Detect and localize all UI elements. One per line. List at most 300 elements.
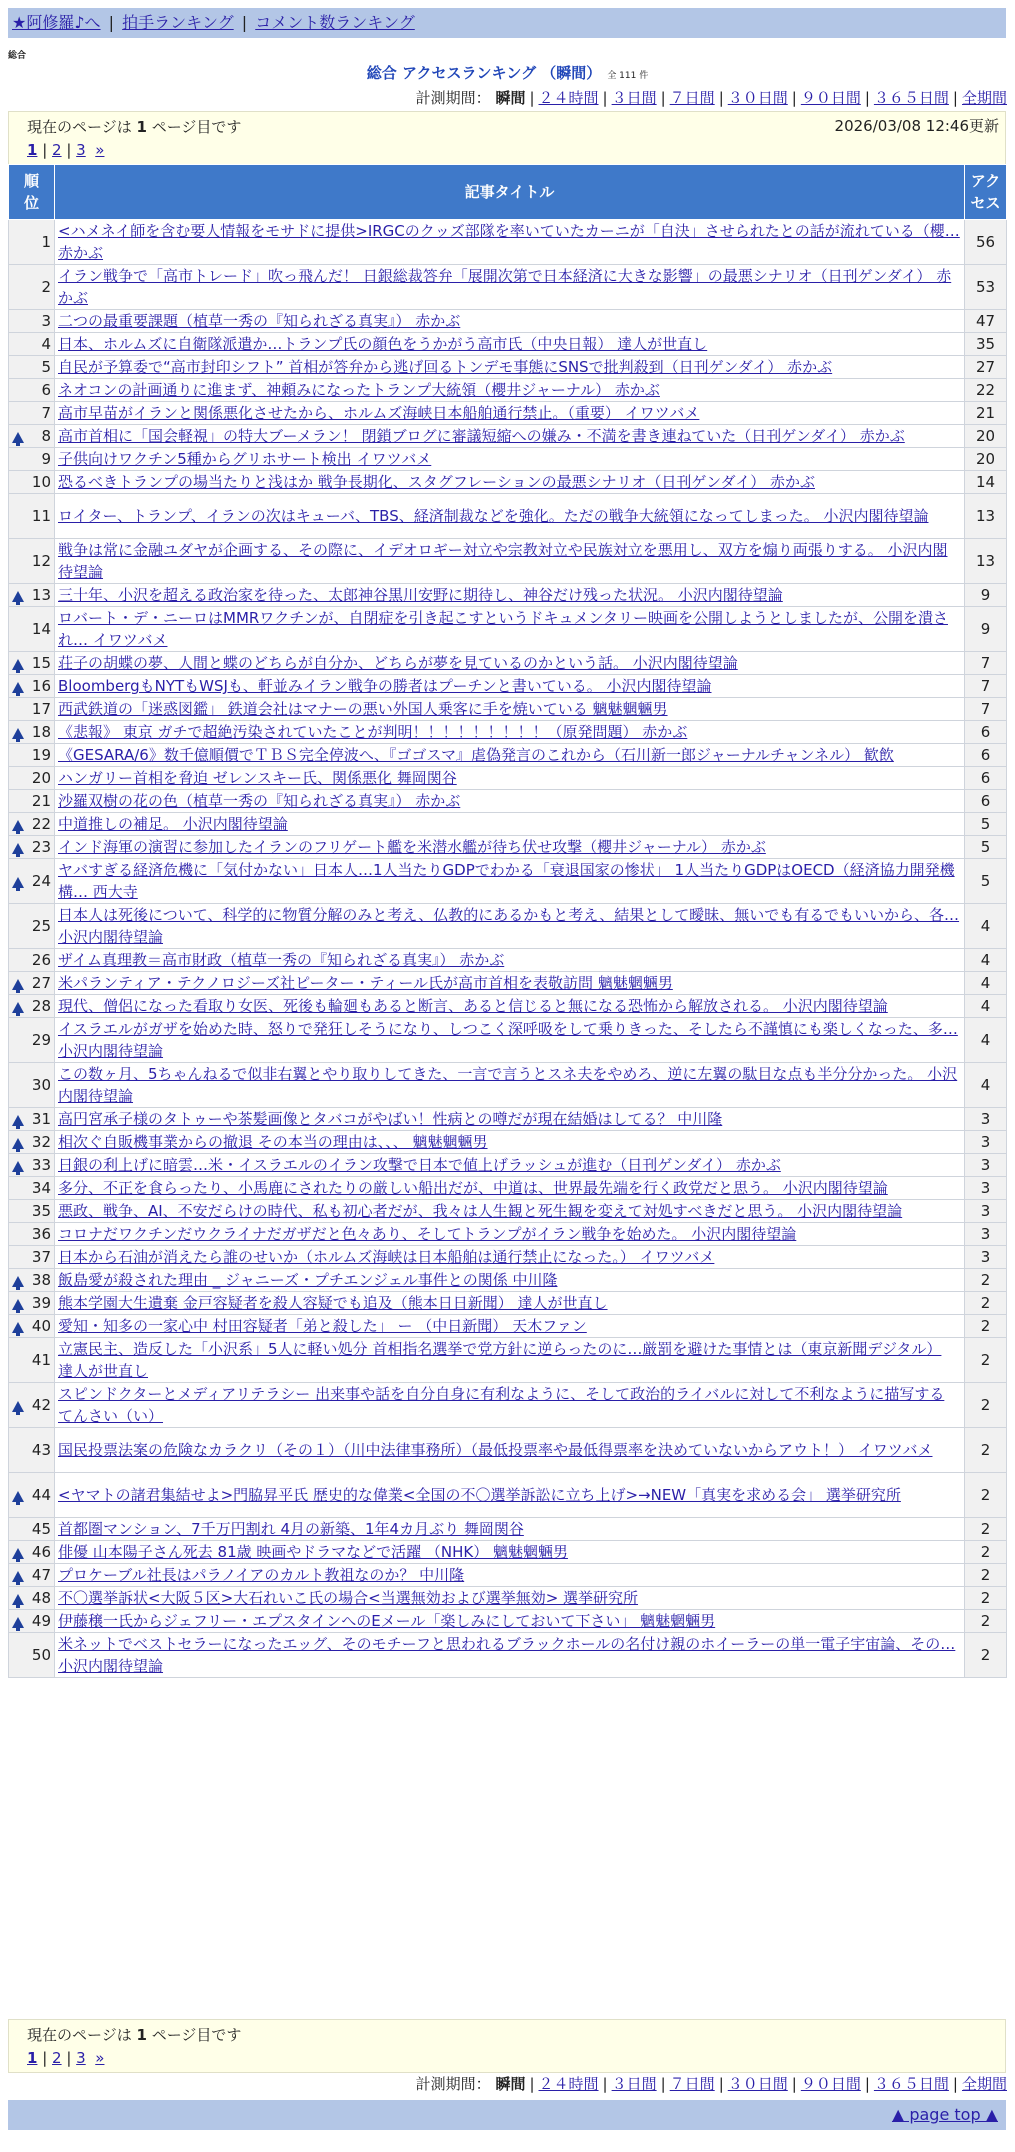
access-count: 5: [965, 859, 1007, 904]
period-current: 瞬間: [495, 2075, 526, 2093]
rank-cell: [9, 1338, 55, 1383]
period-link-30d[interactable]: ３０日間: [727, 89, 788, 107]
title-cell: [55, 1541, 965, 1564]
rank-up-arrow-icon: [12, 1571, 24, 1582]
table-row: [9, 790, 1007, 813]
rank-cell: [9, 904, 55, 949]
rank-up-arrow-icon: [12, 1161, 24, 1172]
rank-number: 11: [31, 507, 51, 525]
table-row: [9, 356, 1007, 379]
rank-cell: [9, 995, 55, 1018]
article-title-link[interactable]: 米ネットでベストセラーになったエッグ、そのモチーフと思われるブラックホールの名付け親のホイーラーの単一電子宇宙論、その… 小沢内閣待望論: [58, 1635, 956, 1675]
title-cell: [55, 333, 965, 356]
article-title-link[interactable]: コロナだワクチンだウクライナだガザだと色々あり、そしてトランプがイラン戦争を始めた。 小沢内閣待望論: [58, 1225, 797, 1243]
access-count: 3: [965, 1154, 1007, 1177]
table-row: [9, 904, 1007, 949]
article-title-link[interactable]: 悪政、戦争、AI、不安だらけの時代、私も初心者だが、我々は人生観と死生観を変えて対処すべきだと思う。 小沢内閣待望論: [58, 1202, 903, 1220]
next-page-link[interactable]: »: [95, 2049, 105, 2067]
rank-number: 24: [31, 872, 51, 890]
title-cell: [55, 448, 965, 471]
title-cell: [55, 1587, 965, 1610]
page-link-1[interactable]: 1: [27, 2049, 38, 2067]
rank-up-arrow-icon: [12, 1322, 24, 1333]
rank-number: 37: [31, 1248, 51, 1266]
pagination-bottom: 1 | 2 | 3 »: [27, 2049, 105, 2067]
rank-up-arrow-icon: [12, 659, 24, 670]
table-row: [9, 1292, 1007, 1315]
article-title-link[interactable]: インド海軍の演習に参加したイランのフリゲート艦を米潜水艦が待ち伏せ攻撃（櫻井ジャーナル） 赤かぶ: [58, 838, 766, 856]
access-count: 4: [965, 904, 1007, 949]
article-title-link[interactable]: 荘子の胡蝶の夢、人間と蝶のどちらが自分か、どちらが夢を見ているのかという話。 小沢内閣待望論: [58, 654, 738, 672]
article-title-link[interactable]: 国民投票法案の危険なカラクリ（その１）（川中法律事務所）（最低投票率や最低得票率を決めていないからアウト！） イワツバメ: [58, 1441, 933, 1459]
rank-up-arrow-icon: [12, 1138, 24, 1149]
title-cell: [55, 790, 965, 813]
title-cell: [55, 425, 965, 448]
genre-label: 総合: [8, 51, 27, 61]
article-title-link[interactable]: 相次ぐ自販機事業からの撤退 その本当の理由は、、、 魑魅魍魎男: [58, 1133, 488, 1151]
rank-cell: [9, 607, 55, 652]
article-title-link[interactable]: 中道推しの補足。 小沢内閣待望論: [58, 815, 288, 833]
rank-cell: [9, 1315, 55, 1338]
table-row: [9, 494, 1007, 539]
rank-number: 46: [31, 1543, 51, 1561]
table-row: [9, 1223, 1007, 1246]
rank-up-arrow-icon: [12, 591, 24, 602]
article-title-link[interactable]: <ヤマトの諸君集結せよ>門脇昇平氏 歴史的な偉業<全国の不〇選挙訴訟に立ち上げ>→NEW「真実を求める会」 選挙研究所: [58, 1486, 901, 1504]
access-count: 5: [965, 836, 1007, 859]
title-cell: [55, 675, 965, 698]
table-row: [9, 1633, 1007, 1678]
access-count: 2: [965, 1610, 1007, 1633]
rank-number: 42: [31, 1396, 51, 1414]
rank-number: 15: [31, 654, 51, 672]
period-current: 瞬間: [495, 89, 526, 107]
table-row: [9, 1131, 1007, 1154]
rank-number: 6: [41, 381, 51, 399]
table-row: [9, 584, 1007, 607]
rank-number: 10: [31, 473, 51, 491]
table-row: [9, 1154, 1007, 1177]
rank-cell: [9, 1292, 55, 1315]
table-row: [9, 1587, 1007, 1610]
table-header-row: [9, 165, 1007, 220]
access-count: 9: [965, 607, 1007, 652]
rank-up-arrow-icon: [12, 820, 24, 831]
rank-cell: [9, 1200, 55, 1223]
access-count: 2: [965, 1633, 1007, 1678]
article-title-link[interactable]: 愛知・知多の一家心中 村田容疑者「弟と殺した」 ー （中日新聞） 天木ファン: [58, 1317, 587, 1335]
title-cell: [55, 1018, 965, 1063]
article-title-link[interactable]: 日本から石油が消えたら誰のせいか（ホルムズ海峡は日本船舶は通行禁止になった。） イワツバメ: [58, 1248, 715, 1266]
article-title-link[interactable]: 沙羅双樹の花の色（植草一秀の『知られざる真実』） 赤かぶ: [58, 792, 461, 810]
page-info-current: 1: [136, 2026, 147, 2044]
top-nav-bar: [8, 8, 1006, 38]
rank-up-arrow-icon: [12, 979, 24, 990]
access-count: 22: [965, 379, 1007, 402]
access-count: 56: [965, 220, 1007, 265]
title-cell: [55, 1518, 965, 1541]
next-page-link[interactable]: »: [95, 141, 105, 159]
title-cell: [55, 1610, 965, 1633]
rank-number: 2: [41, 278, 51, 296]
period-link-7d[interactable]: ７日間: [669, 2075, 715, 2093]
article-title-link[interactable]: プロケーブル社長はパラノイアのカルト教祖なのか？ 中川隆: [58, 1566, 465, 1584]
page-link-3[interactable]: 3: [76, 141, 86, 159]
article-title-link[interactable]: 《GESARA/6》数千億順價でＴＢＳ完全停波へ、『ゴゴスマ』虐偽発言のこれから（石川新一郎ジャーナルチャンネル） 歓飲: [58, 746, 894, 764]
article-title-link[interactable]: ヤバすぎる経済危機に「気付かない」日本人…1人当たりGDPでわかる「衰退国家の惨状」 1人当たりGDPはOECD（経済協力開発機構… 西大寺: [58, 861, 955, 901]
rank-number: 32: [31, 1133, 51, 1151]
title-cell: [55, 859, 965, 904]
access-count: 9: [965, 584, 1007, 607]
rank-number: 33: [31, 1156, 51, 1174]
rank-cell: [9, 1154, 55, 1177]
rank-cell: [9, 1269, 55, 1292]
rank-cell: [9, 1633, 55, 1678]
table-row: [9, 1246, 1007, 1269]
rank-number: 29: [31, 1031, 51, 1049]
page-info-bottom: [8, 2019, 1006, 2073]
article-title-link[interactable]: 戦争は常に金融ユダヤが企画する、その際に、イデオロギー対立や宗教対立や民族対立を悪用し、双方を煽り両張りする。 小沢内閣待望論: [58, 541, 948, 581]
article-title-link[interactable]: 二つの最重要課題（植草一秀の『知られざる真実』） 赤かぶ: [58, 312, 461, 330]
rank-up-arrow-icon: [12, 1548, 24, 1559]
rank-number: 40: [31, 1317, 51, 1335]
rank-up-arrow-icon: [12, 877, 24, 888]
rank-cell: [9, 721, 55, 744]
article-title-link[interactable]: 俳優 山本陽子さん死去 81歳 映画やドラマなどで活躍 （NHK） 魑魅魍魎男: [58, 1543, 568, 1561]
article-title-link[interactable]: 高市首相に「国会軽視」の特大ブーメラン！ 閉鎖ブログに審議短縮への嫌み・不満を書き連ねていた（日刊ゲンダイ） 赤かぶ: [58, 427, 905, 445]
title-cell: [55, 265, 965, 310]
article-title-link[interactable]: 立憲民主、造反した「小沢系」5人に軽い処分 首相指名選挙で党方針に逆らったのに…厳罰を避けた事情とは（東京新聞デジタル） 達人が世直し: [58, 1340, 942, 1380]
rank-number: 48: [31, 1589, 51, 1607]
rank-cell: [9, 1177, 55, 1200]
table-row: [9, 539, 1007, 584]
table-row: [9, 698, 1007, 721]
rank-cell: [9, 1383, 55, 1428]
access-count: 6: [965, 744, 1007, 767]
article-title-link[interactable]: 恐るべきトランプの場当たりと浅はか 戦争長期化、スタグフレーションの最悪シナリオ（日刊ゲンダイ） 赤かぶ: [58, 473, 815, 491]
table-row: [9, 1177, 1007, 1200]
rank-up-arrow-icon: [12, 728, 24, 739]
access-count: 20: [965, 425, 1007, 448]
rank-cell: [9, 652, 55, 675]
rank-number: 12: [31, 552, 51, 570]
access-count: 7: [965, 698, 1007, 721]
access-count: 4: [965, 1018, 1007, 1063]
rank-up-arrow-icon: [12, 1491, 24, 1502]
article-title-link[interactable]: 三十年、小沢を超える政治家を待った、太郎神谷黒川安野に期待し、神谷だけ残った状況。 小沢内閣待望論: [58, 586, 783, 604]
article-title-link[interactable]: 首都圏マンション、7千万円割れ 4月の新築、1年4カ月ぶり 舞岡関谷: [58, 1520, 524, 1538]
access-count: 53: [965, 265, 1007, 310]
table-row: [9, 1269, 1007, 1292]
page-top-link[interactable]: ▲ page top ▲: [891, 2105, 998, 2124]
rank-cell: [9, 790, 55, 813]
header-title: 記事タイトル: [55, 165, 965, 220]
table-row: [9, 1473, 1007, 1518]
article-title-link[interactable]: 現代、僧侶になった看取り女医、死後も輪廻もあると断言、あると信じると無になる恐怖から解放される。 小沢内閣待望論: [58, 997, 888, 1015]
updated-timestamp: 2026/03/08 12:46更新: [834, 117, 999, 135]
applause-ranking-link[interactable]: 拍手ランキング: [122, 13, 234, 32]
rank-cell: [9, 448, 55, 471]
article-title-link[interactable]: 子供向けワクチン5種からグリホサート検出 イワツバメ: [58, 450, 432, 468]
article-title-link[interactable]: 西武鉄道の「迷惑図鑑」 鉄道会社はマナーの悪い外国人乗客に手を焼いている 魑魅魍魎男: [58, 700, 668, 718]
article-title-link[interactable]: ネオコンの計画通りに進まず、神頼みになったトランプ大統領（櫻井ジャーナル） 赤かぶ: [58, 381, 660, 399]
rank-number: 23: [31, 838, 51, 856]
table-row: [9, 1518, 1007, 1541]
access-count: 2: [965, 1541, 1007, 1564]
rank-number: 26: [31, 951, 51, 969]
access-count: 6: [965, 721, 1007, 744]
access-count: 7: [965, 652, 1007, 675]
period-link-365d[interactable]: ３６５日間: [873, 2075, 949, 2093]
article-title-link[interactable]: 飯島愛が殺された理由 _ ジャニーズ・プチエンジェル事件との関係 中川隆: [58, 1271, 558, 1289]
pagination-top: 1 | 2 | 3 »: [27, 141, 105, 159]
article-title-link[interactable]: ロバート・デ・ニーロはMMRワクチンが、自閉症を引き起こすというドキュメンタリー映画を公開しようとしましたが、公開を潰され… イワツバメ: [58, 609, 948, 649]
title-cell: [55, 1315, 965, 1338]
table-row: [9, 813, 1007, 836]
title-cell: [55, 904, 965, 949]
comment-ranking-link[interactable]: コメント数ランキング: [255, 13, 415, 32]
rank-up-arrow-icon: [12, 1115, 24, 1126]
period-link-24h[interactable]: ２４時間: [538, 2075, 599, 2093]
table-row: [9, 972, 1007, 995]
article-title-link[interactable]: 米パランティア・テクノロジーズ社ピーター・ティール氏が高市首相を表敬訪問 魑魅魍魎男: [58, 974, 673, 992]
title-cell: [55, 1108, 965, 1131]
page-info-current: 1: [136, 118, 147, 136]
article-title-link[interactable]: 多分、不正を食らったり、小馬鹿にされたりの厳しい船出だが、中道は、世界最先端を行く政党だと思う。 小沢内閣待望論: [58, 1179, 888, 1197]
access-count: 14: [965, 471, 1007, 494]
rank-number: 16: [31, 677, 51, 695]
rank-number: 7: [41, 404, 51, 422]
access-count: 2: [965, 1473, 1007, 1518]
title-cell: [55, 698, 965, 721]
table-row: [9, 607, 1007, 652]
period-label: 計測期間：: [415, 2075, 491, 2093]
ranking-title: 総合 アクセスランキング （瞬間）: [366, 64, 602, 82]
nav-separator: |: [241, 13, 248, 32]
rank-cell: [9, 1223, 55, 1246]
title-cell: [55, 652, 965, 675]
table-row: [9, 265, 1007, 310]
table-row: [9, 310, 1007, 333]
access-count: 2: [965, 1428, 1007, 1473]
title-cell: [55, 539, 965, 584]
rank-number: 3: [41, 312, 51, 330]
article-title-link[interactable]: イスラエルがガザを始めた時、怒りで発狂しそうになり、しつこく深呼吸をして乗りきった、そしたら不謹慎にも楽しくなった、多… 小沢内閣待望論: [58, 1020, 958, 1060]
article-title-link[interactable]: 《悲報》 東京 ガチで超絶汚染されていたことが判明！！！！！！！！！（原発問題） 赤かぶ: [58, 723, 688, 741]
article-title-link[interactable]: 伊藤穣一氏からジェフリー・エプスタインへのEメール「楽しみにしておいて下さい」 魑魅魍魎男: [58, 1612, 716, 1630]
rank-number: 17: [31, 700, 51, 718]
title-cell: [55, 1269, 965, 1292]
period-link-30d[interactable]: ３０日間: [727, 2075, 788, 2093]
rank-number: 50: [31, 1646, 51, 1664]
title-cell: [55, 721, 965, 744]
period-link-365d[interactable]: ３６５日間: [873, 89, 949, 107]
article-title-link[interactable]: 日本人は死後について、科学的に物質分解のみと考え、仏教的にあるかもと考え、結果として曖昧、無いでも有るでもいいから、各… 小沢内閣待望論: [58, 906, 960, 946]
access-count: 2: [965, 1315, 1007, 1338]
table-row: [9, 859, 1007, 904]
rank-cell: [9, 949, 55, 972]
title-cell: [55, 1292, 965, 1315]
rank-cell: [9, 494, 55, 539]
rank-number: 19: [31, 746, 51, 764]
page-link-1[interactable]: 1: [27, 141, 38, 159]
article-title-link[interactable]: この数ヶ月、5ちゃんねるで似非右翼とやり取りしてきた、一言で言うとスネ夫をやめろ、逆に左翼の駄目な点も半分分かった。 小沢内閣待望論: [58, 1065, 958, 1105]
table-row: [9, 220, 1007, 265]
rank-number: 28: [31, 997, 51, 1015]
footer-bar: [8, 2100, 1006, 2130]
access-count: 4: [965, 949, 1007, 972]
rank-cell: [9, 767, 55, 790]
rank-cell: [9, 584, 55, 607]
table-row: [9, 1200, 1007, 1223]
table-row: [9, 379, 1007, 402]
period-selector-top: 計測期間： 瞬間 | ２４時間 | ３日間 | ７日間 | ３０日間 | ９０日間 | ３６５日間 | 全期間: [415, 89, 1007, 107]
table-row: [9, 767, 1007, 790]
title-cell: [55, 584, 965, 607]
rank-up-arrow-icon: [12, 1617, 24, 1628]
title-cell: [55, 1473, 965, 1518]
access-count: 2: [965, 1269, 1007, 1292]
table-row: [9, 675, 1007, 698]
page-link-3[interactable]: 3: [76, 2049, 86, 2067]
access-count: 21: [965, 402, 1007, 425]
rank-number: 22: [31, 815, 51, 833]
rank-number: 30: [31, 1076, 51, 1094]
rank-cell: [9, 425, 55, 448]
rank-number: 27: [31, 974, 51, 992]
rank-cell: [9, 310, 55, 333]
rank-cell: [9, 813, 55, 836]
article-title-link[interactable]: 高市早苗がイランと関係悪化させたから、ホルムズ海峡日本船舶通行禁止。（重要） イワツバメ: [58, 404, 700, 422]
period-link-3d[interactable]: ３日間: [611, 2075, 657, 2093]
period-link-7d[interactable]: ７日間: [669, 89, 715, 107]
rank-cell: [9, 356, 55, 379]
period-link-90d[interactable]: ９０日間: [800, 2075, 861, 2093]
access-count: 13: [965, 494, 1007, 539]
rank-cell: [9, 1518, 55, 1541]
table-row: [9, 1018, 1007, 1063]
article-title-link[interactable]: 不〇選挙訴状<大阪５区>大石れいこ氏の場合<当選無効および選挙無効> 選挙研究所: [58, 1589, 639, 1607]
title-cell: [55, 1338, 965, 1383]
rank-number: 8: [41, 427, 51, 445]
ranking-table: [8, 164, 1007, 1678]
rank-number: 39: [31, 1294, 51, 1312]
access-count: 6: [965, 790, 1007, 813]
table-row: [9, 836, 1007, 859]
rank-number: 34: [31, 1179, 51, 1197]
access-count: 13: [965, 539, 1007, 584]
table-row: [9, 1610, 1007, 1633]
title-cell: [55, 1246, 965, 1269]
title-cell: [55, 220, 965, 265]
access-count: 2: [965, 1292, 1007, 1315]
article-title-link[interactable]: 熊本学園大生遺棄 金戸容疑者を殺人容疑でも追及（熊本日日新聞） 達人が世直し: [58, 1294, 608, 1312]
access-count: 4: [965, 995, 1007, 1018]
page-info-prefix: 現在のページは: [27, 2026, 132, 2044]
rank-up-arrow-icon: [12, 1276, 24, 1287]
table-row: [9, 1541, 1007, 1564]
rank-number: 20: [31, 769, 51, 787]
title-cell: [55, 744, 965, 767]
rank-cell: [9, 539, 55, 584]
table-row: [9, 1428, 1007, 1473]
rank-number: 25: [31, 917, 51, 935]
title-cell: [55, 607, 965, 652]
access-count: 3: [965, 1223, 1007, 1246]
rank-cell: [9, 1246, 55, 1269]
access-count: 6: [965, 767, 1007, 790]
table-row: [9, 402, 1007, 425]
period-link-all[interactable]: 全期間: [961, 2075, 1007, 2093]
rank-number: 35: [31, 1202, 51, 1220]
period-link-90d[interactable]: ９０日間: [800, 89, 861, 107]
article-title-link[interactable]: ロイター、トランプ、イランの次はキューバ、TBS、経済制裁などを強化。ただの戦争大統領になってしまった。 小沢内閣待望論: [58, 507, 929, 525]
table-row: [9, 1315, 1007, 1338]
header-access: アクセス: [965, 165, 1007, 220]
rank-number: 36: [31, 1225, 51, 1243]
title-cell: [55, 1564, 965, 1587]
article-title-link[interactable]: 日銀の利上げに暗雲…米・イスラエルのイラン攻撃で日本で値上げラッシュが進む（日刊ゲンダイ） 赤かぶ: [58, 1156, 781, 1174]
access-count: 3: [965, 1200, 1007, 1223]
access-count: 20: [965, 448, 1007, 471]
article-title-link[interactable]: ハンガリー首相を脅迫 ゼレンスキー氏、関係悪化 舞岡関谷: [58, 769, 457, 787]
article-title-link[interactable]: ザイム真理教＝高市財政（植草一秀の『知られざる真実』） 赤かぶ: [58, 951, 505, 969]
page-link-2[interactable]: 2: [52, 141, 62, 159]
period-link-3d[interactable]: ３日間: [611, 89, 657, 107]
page-link-2[interactable]: 2: [52, 2049, 62, 2067]
rank-number: 41: [31, 1351, 51, 1369]
rank-number: 43: [31, 1441, 51, 1459]
access-count: 3: [965, 1131, 1007, 1154]
article-title-link[interactable]: 自民が予算委で“高市封印シフト” 首相が答弁から逃げ回るトンデモ事態にSNSで批判殺到（日刊ゲンダイ） 赤かぶ: [58, 358, 833, 376]
title-cell: [55, 1200, 965, 1223]
rank-number: 44: [31, 1486, 51, 1504]
rank-number: 31: [31, 1110, 51, 1128]
rank-cell: [9, 1541, 55, 1564]
article-title-link[interactable]: スピンドクターとメディアリテラシー 出来事や話を自分自身に有利なように、そして政治的ライバルに対して不利なように描写する てんさい（い）: [58, 1385, 945, 1425]
rank-number: 13: [31, 586, 51, 604]
title-cell: [55, 1428, 965, 1473]
period-link-all[interactable]: 全期間: [961, 89, 1007, 107]
article-title-link[interactable]: <ハメネイ師を含む要人情報をモサドに提供>IRGCのクッズ部隊を率いていたカーニが「自決」させられたとの話が流れている（櫻… 赤かぶ: [58, 222, 960, 262]
rank-cell: [9, 836, 55, 859]
rank-cell: [9, 1564, 55, 1587]
title-cell: [55, 836, 965, 859]
article-title-link[interactable]: イラン戦争で「高市トレード」吹っ飛んだ！ 日銀総裁答弁「展開次第で日本経済に大きな影響」の最悪シナリオ（日刊ゲンダイ） 赤かぶ: [58, 267, 952, 307]
title-cell: [55, 995, 965, 1018]
header-rank: 順位: [9, 165, 55, 220]
rank-number: 18: [31, 723, 51, 741]
page-info-prefix: 現在のページは: [27, 118, 132, 136]
article-title-link[interactable]: 日本、ホルムズに自衛隊派遣か…トランプ氏の顔色をうかがう高市氏（中央日報） 達人が世直し: [58, 335, 708, 353]
title-cell: [55, 813, 965, 836]
access-count: 2: [965, 1587, 1007, 1610]
title-cell: [55, 1154, 965, 1177]
title-cell: [55, 1177, 965, 1200]
title-cell: [55, 356, 965, 379]
rank-cell: [9, 1428, 55, 1473]
page-info-suffix: ページ目です: [151, 118, 242, 136]
title-cell: [55, 310, 965, 333]
article-title-link[interactable]: 高円宮承子様のタトゥーや茶髪画像とタバコがやばい！性病との噂だが現在結婚はしてる？ 中川隆: [58, 1110, 723, 1128]
period-link-24h[interactable]: ２４時間: [538, 89, 599, 107]
article-title-link[interactable]: BloombergもNYTもWSJも、軒並みイラン戦争の勝者はプーチンと書いている。 小沢内閣待望論: [58, 677, 712, 695]
home-link[interactable]: ★阿修羅♪へ: [12, 13, 101, 32]
rank-number: 4: [41, 335, 51, 353]
ranking-heading: [0, 62, 1015, 83]
access-count: 3: [965, 1177, 1007, 1200]
page-info-suffix: ページ目です: [151, 2026, 242, 2044]
